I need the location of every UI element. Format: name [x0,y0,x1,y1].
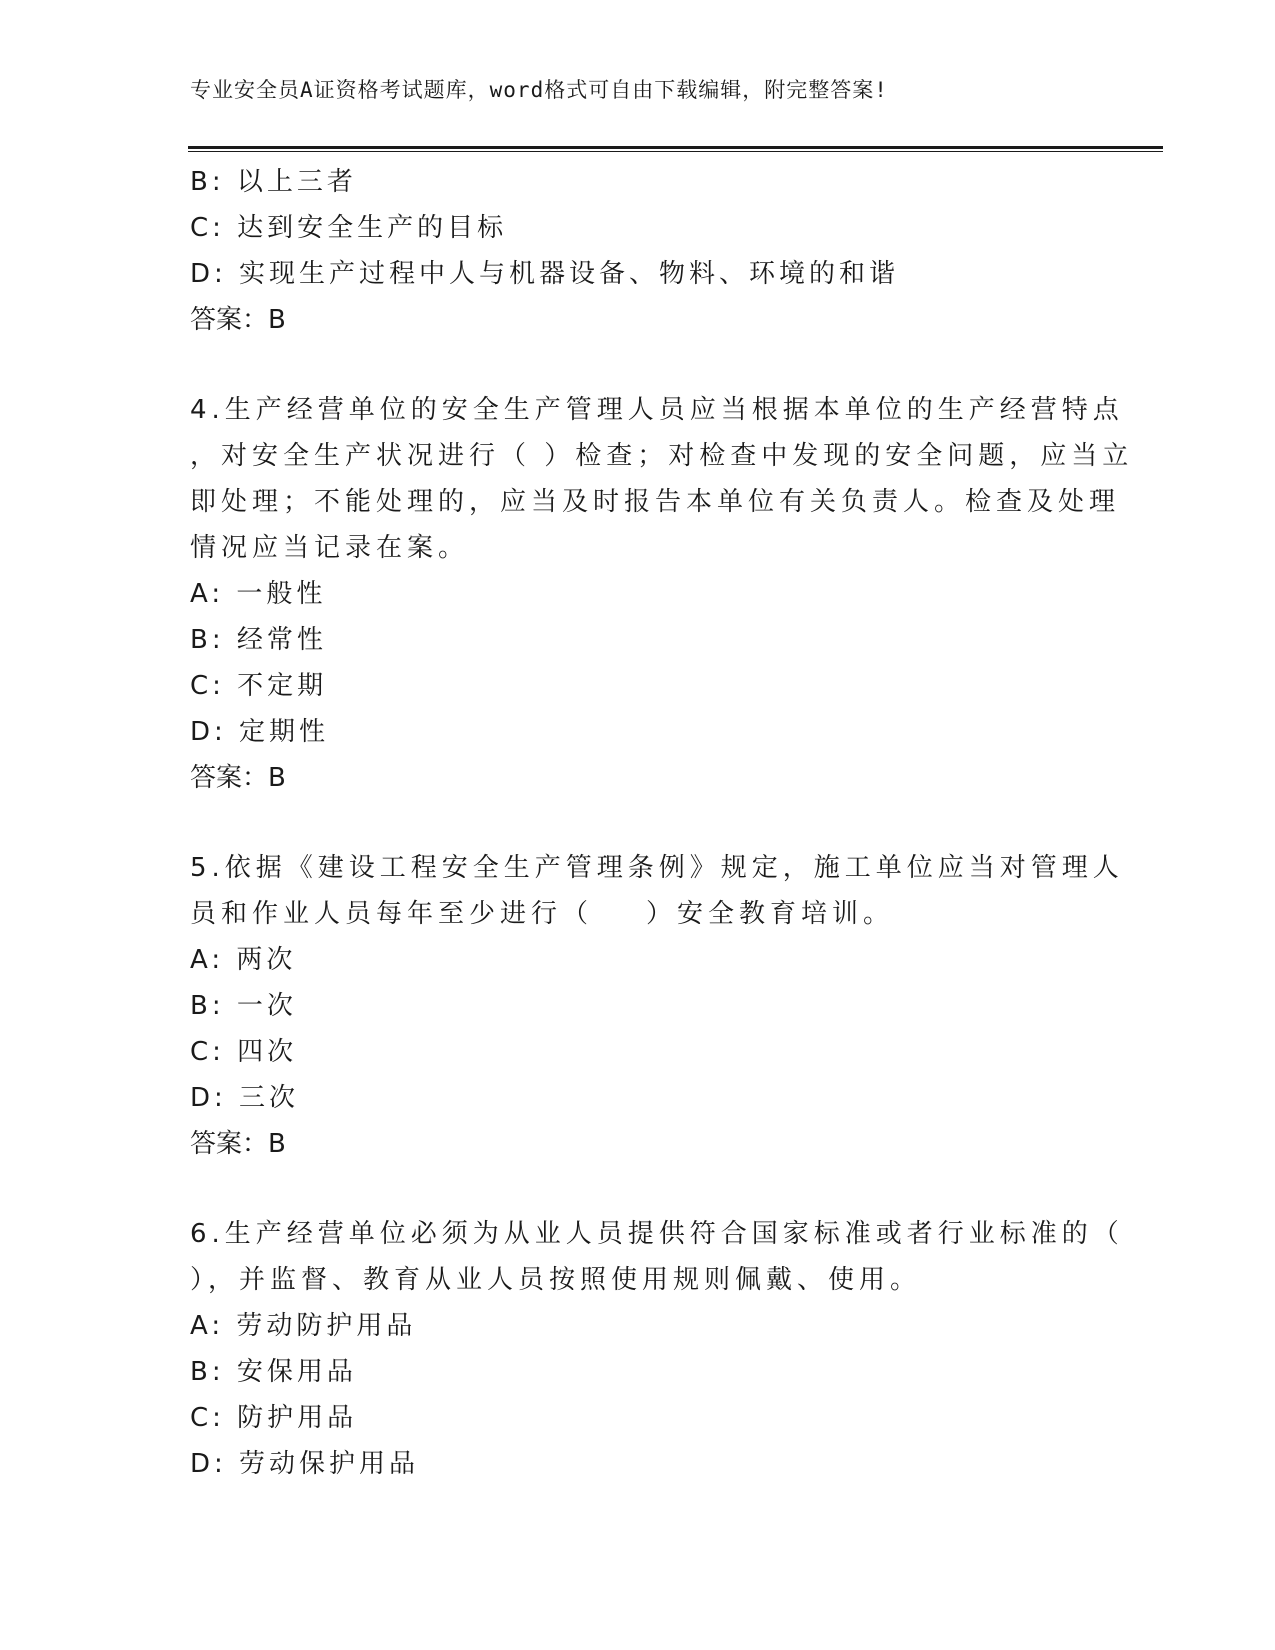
answer-line: 答案：B [190,1129,286,1159]
option-b: B: 经常性 [190,625,327,655]
stem-line: ，对安全生产状况进行（ ）检查；对检查中发现的安全问题，应当立 [190,441,1134,471]
answer-line: 答案：B [190,305,286,335]
stem-line: ），并监督、教育从业人员按照使用规则佩戴、使用。 [190,1265,922,1295]
option-d: D: 三次 [190,1083,300,1113]
question-6 [190,1211,1124,1487]
question-stem [190,387,1134,571]
option-b: B: 安保用品 [190,1357,357,1387]
question-5 [190,845,1124,1167]
stem-line: 4.生产经营单位的安全生产管理人员应当根据本单位的生产经营特点 [190,395,1124,425]
stem-line: 情况应当记录在案。 [190,533,470,563]
document-body [190,159,1134,1487]
option-a: A: 两次 [190,945,297,975]
stem-line: 员和作业人员每年至少进行（ ）安全教育培训。 [190,899,895,929]
header-rule-thin [188,151,1163,152]
stem-line: 5.依据《建设工程安全生产管理条例》规定，施工单位应当对管理人 [190,853,1124,883]
option-a: A: 劳动防护用品 [190,1311,417,1341]
option-c: C: 达到安全生产的目标 [190,213,508,243]
question-4 [190,387,1134,801]
option-c: C: 四次 [190,1037,298,1067]
option-c: C: 防护用品 [190,1403,358,1433]
header-rule-thick [188,146,1163,149]
option-b: B: 一次 [190,991,297,1021]
stem-line: 6.生产经营单位必须为从业人员提供符合国家标准或者行业标准的（ [190,1219,1124,1249]
option-b: B: 以上三者 [190,167,357,197]
question-stem [190,845,1124,937]
option-a: A: 一般性 [190,579,327,609]
continued-question [190,159,1090,343]
option-d: D: 定期性 [190,717,330,747]
stem-line: 即处理；不能处理的，应当及时报告本单位有关负责人。检查及处理 [190,487,1121,517]
answer-line: 答案：B [190,763,286,793]
option-d: D: 实现生产过程中人与机器设备、物料、环境的和谐 [190,259,900,289]
question-stem [190,1211,1124,1303]
option-c: C: 不定期 [190,671,328,701]
option-d: D: 劳动保护用品 [190,1449,420,1479]
page-header: 专业安全员A证资格考试题库，word格式可自由下载编辑，附完整答案! [190,78,888,102]
